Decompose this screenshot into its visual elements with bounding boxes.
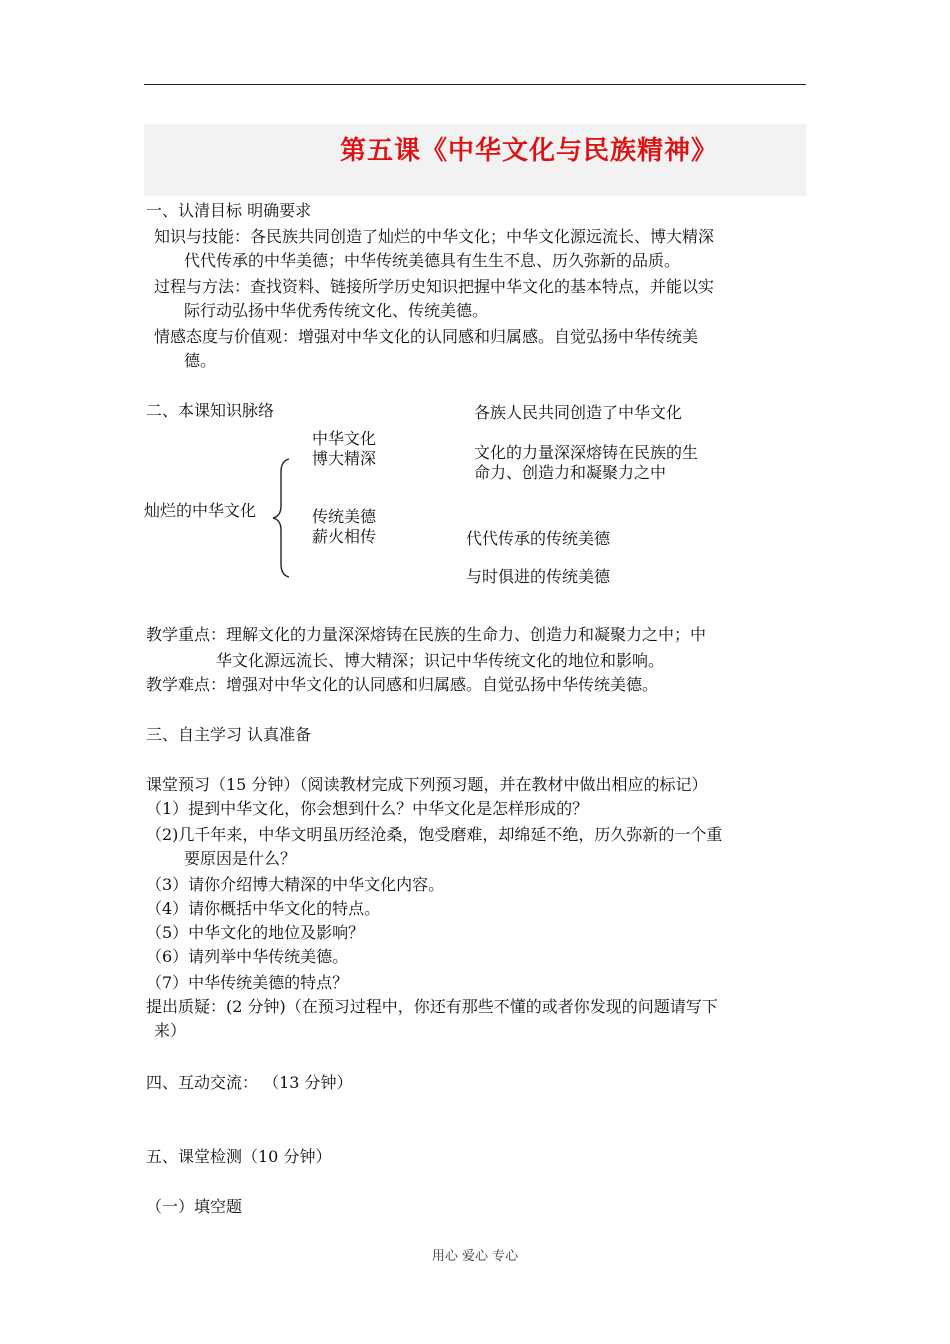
section5-heading: 五、课堂检测（10 分钟） — [146, 1147, 332, 1166]
preview-question-4: （4）请你概括中华文化的特点。 — [146, 899, 381, 918]
goal-process-line2: 际行动弘扬中华优秀传统文化、传统美德。 — [184, 301, 489, 320]
preview-question-3: （3）请你介绍博大精深的中华文化内容。 — [146, 875, 445, 894]
page-footer: 用心 爱心 专心 — [431, 1249, 519, 1264]
teaching-key-line2: 华文化源远流长、博大精深；识记中华传统文化的地位和影响。 — [216, 651, 665, 670]
map-branch1-line1: 中华文化 — [312, 429, 377, 448]
preview-question-6: （6）请列举中华传统美德。 — [146, 947, 349, 966]
map-root: 灿烂的中华文化 — [144, 501, 257, 520]
map-leaf-3: 代代传承的传统美德 — [466, 529, 611, 548]
goal-emotion-line1: 情感态度与价值观：增强对中华文化的认同感和归属感。自觉弘扬中华传统美 — [154, 327, 699, 346]
preview-question-5: （5）中华文化的地位及影响？ — [146, 923, 365, 942]
teaching-difficulty: 教学难点：增强对中华文化的认同感和归属感。自觉弘扬中华传统美德。 — [146, 675, 659, 694]
preview-question-1: （1）提到中华文化，你会想到什么？中华文化是怎样形成的？ — [146, 799, 589, 818]
page-title: 第五课《中华文化与民族精神》 — [340, 136, 719, 166]
preview-question-2-line2: 要原因是什么？ — [184, 849, 297, 868]
section1-heading: 一、认清目标 明确要求 — [146, 201, 312, 220]
raise-doubt-line2: 来） — [154, 1021, 187, 1040]
section2-heading: 二、本课知识脉络 — [146, 401, 275, 420]
preview-instruction: 课堂预习（15 分钟）（阅读教材完成下列预习题，并在教材中做出相应的标记） — [146, 775, 708, 794]
map-leaf-2-line2: 命力、创造力和凝聚力之中 — [474, 463, 667, 482]
section3-heading: 三、自主学习 认真准备 — [146, 725, 312, 744]
preview-question-2-line1: （2)几千年来，中华文明虽历经沧桑，饱受磨难，却绵延不绝，历久弥新的一个重 — [146, 825, 723, 844]
raise-doubt-line1: 提出质疑：(2 分钟)（在预习过程中，你还有那些不懂的或者你发现的问题请写下 — [146, 997, 718, 1016]
map-brace — [270, 458, 292, 578]
goal-knowledge-line2: 代代传承的中华美德；中华传统美德具有生生不息、历久弥新的品质。 — [184, 251, 681, 270]
map-leaf-2-line1: 文化的力量深深熔铸在民族的生 — [474, 443, 699, 462]
section5-subheading: （一）填空题 — [146, 1197, 243, 1216]
map-branch2-line1: 传统美德 — [312, 507, 377, 526]
map-leaf-4: 与时俱进的传统美德 — [466, 567, 611, 586]
map-leaf-1: 各族人民共同创造了中华文化 — [474, 403, 683, 422]
goal-emotion-line2: 德。 — [184, 351, 217, 370]
goal-process-line1: 过程与方法：查找资料、链接所学历史知识把握中华文化的基本特点，并能以实 — [154, 277, 715, 296]
map-branch1-line2: 博大精深 — [312, 449, 377, 468]
teaching-key-line1: 教学重点：理解文化的力量深深熔铸在民族的生命力、创造力和凝聚力之中；中 — [146, 625, 707, 644]
preview-question-7: （7）中华传统美德的特点？ — [146, 973, 349, 992]
section4-heading: 四、互动交流： （13 分钟） — [146, 1073, 353, 1092]
header-rule — [144, 84, 806, 85]
map-branch2-line2: 薪火相传 — [312, 527, 377, 546]
goal-knowledge-line1: 知识与技能：各民族共同创造了灿烂的中华文化；中华文化源远流长、博大精深 — [154, 227, 715, 246]
